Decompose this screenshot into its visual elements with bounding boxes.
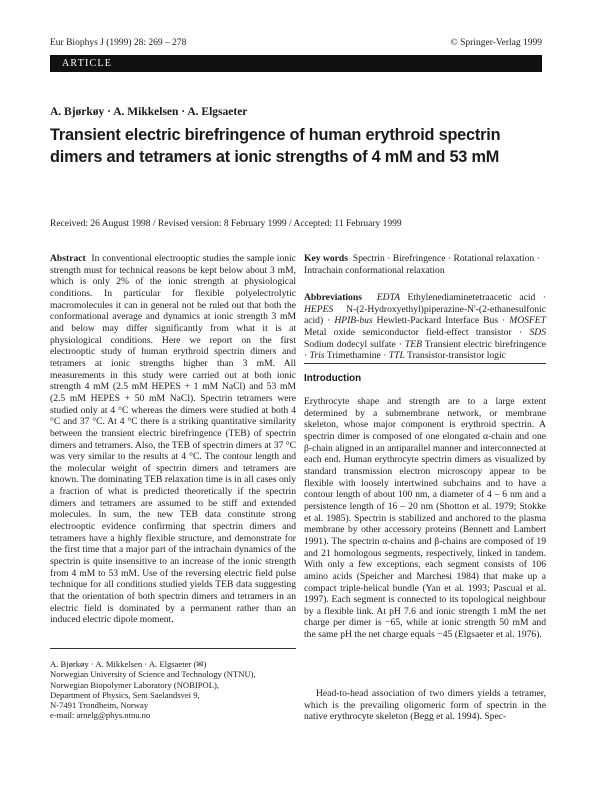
affiliation-block bbox=[50, 659, 296, 721]
abbreviation-definition: Hewlett-Packard Interface Bus bbox=[376, 315, 499, 327]
keywords-label: Key words bbox=[304, 253, 348, 264]
abbreviation-term: TEB bbox=[404, 338, 422, 350]
abbreviation-definition: Sodium dodecyl sulfate bbox=[304, 338, 396, 350]
introduction-paragraph: Erythrocyte shape and strength are to a large extent determined by a submembrane network, or membrane skeleton, whose major component is erythroid spectrin. A spectrin dimer is composed of one elongated α-chain and one β-chain aligned in an antiparallel manner and interconnected at each end. Human erythrocyte spectrin dimers as visualized by standard transmission electron microscopy appear to be flexible with loosely intertwined subchains and to have a contour length of about 100 nm, a diameter of 4 – 6 nm and a persistence length of 16 – 20 nm (Shotton et al. 1979; Stokke et al. 1985). Spectrin is stabilized and anchored to the plasma membrane by other accessory proteins (Bennett and Lambert 1991). The spectrin α-chains and β-chains are composed of 19 and 21 homologous segments, respectively, linked in tandem. With only a few exceptions, each segment consists of 106 amino acids (Speicher and Marchesi 1984) that make up a compact triple-helical bundle (Yan et al. 1993; Pascual et al. 1997). Each segment is connected to its topological neighbour by a flexible link. At pH 7.6 and ionic strength 1 mM the net charge per dimer is −65, while at ionic strength 50 mM and the same pH the net charge equals −45 (Elgsaeter et al. 1976). bbox=[304, 396, 546, 641]
affiliation-line: Norwegian University of Science and Technology (NTNU), bbox=[50, 669, 256, 680]
abbreviations: Abbreviations EDTA Ethylenediaminetetraacetic acid · HEPES N-(2-Hydroxyethyl)piperazine-N'-(2-ethanesulfonic acid) · HPIB-bus Hewlett-Packard Interface Bus · MOSFET Metal oxide semiconductor field-effect transistor · SDS Sodium dodecyl sulfate · TEB Transient electric birefringence · Tris Trimethamine · TTL Transistor-transistor logic bbox=[304, 292, 547, 362]
abbreviation-definition: Trimethamine bbox=[326, 350, 381, 362]
abbreviation-term: SDS bbox=[529, 326, 547, 338]
affiliation-line: Department of Physics, Sem Saelandsvei 9, bbox=[50, 689, 200, 700]
affiliation-line: Norwegian Biopolymer Laboratory (NOBIPOL), bbox=[50, 679, 219, 690]
abbreviation-definition: Metal oxide semiconductor field-effect transistor bbox=[304, 326, 512, 338]
abbreviation-definition: Transistor-transistor logic bbox=[407, 350, 506, 362]
abbreviation-definition: N-(2-Hydroxyethyl)piperazine-N'-(2-ethanesulfonic acid) bbox=[304, 303, 546, 327]
abbreviation-definition: Transient electric birefringence bbox=[424, 338, 546, 350]
affiliation-authors: A. Bjørkøy · A. Mikkelsen · A. Elgsaeter (✉) bbox=[50, 659, 207, 669]
abbreviation-definition: Ethylenediaminetetraacetic acid bbox=[407, 292, 536, 303]
submission-dates: Received: 26 August 1998 / Revised version: 8 February 1999 / Accepted: 11 February 1999 bbox=[50, 219, 402, 229]
affiliation-line: N-7491 Trondheim, Norway bbox=[50, 700, 149, 711]
journal-citation: Eur Biophys J (1999) 28: 269 – 278 bbox=[50, 38, 187, 48]
running-head bbox=[50, 38, 542, 48]
author-list: A. Bjørkøy · A. Mikkelsen · A. Elgsaeter bbox=[50, 106, 248, 118]
abbreviation-term: EDTA bbox=[376, 292, 401, 303]
article-type-bar bbox=[50, 55, 542, 72]
affiliation-divider bbox=[50, 648, 296, 649]
article-type-label: ARTICLE bbox=[62, 58, 113, 69]
abstract-label: Abstract bbox=[50, 253, 86, 264]
affiliation-email: e-mail: arnelg@phys.ntnu.no bbox=[50, 710, 151, 721]
keywords bbox=[304, 253, 546, 276]
article-title: Transient electric birefringence of human erythroid spectrin dimers and tetramers at ionic strengths of 4 mM and 53 mM bbox=[50, 126, 501, 166]
abbreviation-term: Tris bbox=[309, 350, 325, 362]
section-divider bbox=[304, 363, 546, 364]
keywords-text: Spectrin · Birefringence · Rotational relaxation · Intrachain conformational relaxation bbox=[304, 253, 540, 276]
abstract-text: In conventional electrooptic studies the sample ionic strength must for technical reasons be kept below about 3 mM, which is only 2% of the ionic strength at physiological conditions. In particular for flexible polyelectrolytic macromolecules it can in general not be ruled out that both the conformational average and dynamics at ionic strength 3 mM and below may differ significantly from what it is at physiological conditions. Here we report on the first electrooptic study of human erythroid spectrin dimers and tetramers at ionic strengths higher than 3 mM. All measurements in this study were carried out at both ionic strength 4 mM (2.5 mM HEPES + 1 mM NaCl) and 53 mM (2.5 mM HEPES + 50 mM NaCl). Spectrin tetramers were studied only at 4 °C whereas the dimers were studied at both 4 °C and 37 °C. At 4 °C there is a striking quantitative similarity between the transient electric birefringence (TEB) of spectrin dimers and tetramers. Also, the TEB of spectrin dimers at 37 °C was very similar to the results at 4 °C. The contour length and the molecular weight of spectrin dimers and tetramers are known. The dominating TEB relaxation time is in all cases only a fraction of what is predicted theoretically if the spectrin dimers and tetramers are assumed to be stiff and extended molecules. In sum, the new TEB data constitute strong electrooptic evidence confirming that spectrin dimers and tetramers have a highly flexible structure, and demonstrate for the first time that a major part of the intrachain dynamics of the spectrin is quite insensitive to an increase of the ionic strength from 4 mM to 53 mM. Use of the reversing electric field pulse technique for all conditions studied yields TEB data suggesting that the orientation of both spectrin dimers and tetramers in an electric field is dominated by a permanent rather than an induced electric dipole moment. bbox=[50, 253, 296, 626]
introduction-paragraph: Head-to-head association of two dimers yields a tetramer, which is the prevailing oligomeric form of spectrin in the native erythrocyte skeleton (Begg et al. 1994). Spec- bbox=[304, 688, 546, 723]
abstract bbox=[50, 253, 296, 626]
abbreviations-label: Abbreviations bbox=[304, 292, 362, 303]
abbreviation-term: HPIB-bus bbox=[334, 315, 373, 327]
abbreviation-term: HEPES bbox=[304, 303, 334, 315]
abbreviation-term: MOSFET bbox=[509, 315, 546, 327]
copyright-notice: © Springer-Verlag 1999 bbox=[450, 38, 542, 48]
introduction-heading: Introduction bbox=[304, 373, 362, 384]
abbreviation-term: TTL bbox=[388, 350, 405, 362]
